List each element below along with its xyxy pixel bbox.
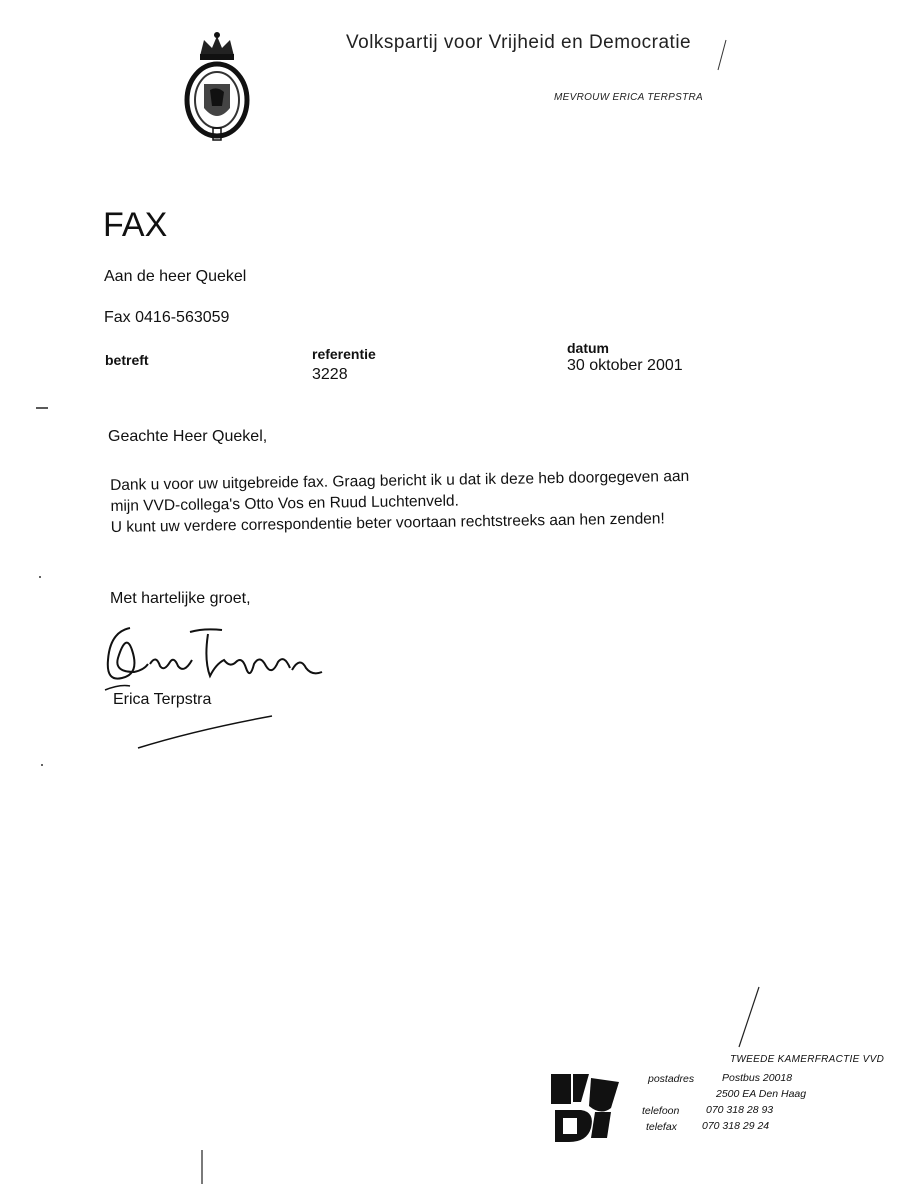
telefoon-value: 070 318 28 93 — [706, 1104, 774, 1116]
body-line: U kunt uw verdere correspondentie beter voortaan rechtstreeks aan hen zenden! — [110, 510, 665, 536]
telefax-label: telefax — [646, 1121, 677, 1133]
postadres-line2: 2500 EA Den Haag — [716, 1088, 807, 1100]
document-title: FAX — [103, 206, 168, 244]
sender-name: MEVROUW ERICA TERPSTRA — [554, 92, 704, 103]
body-line: Dank u voor uw uitgebreide fax. Graag bericht ik u dat ik deze heb doorgegeven aan — [110, 467, 690, 494]
telefoon-label: telefoon — [642, 1105, 680, 1117]
vvd-logo — [551, 1072, 621, 1144]
datum-value: 30 oktober 2001 — [567, 357, 683, 374]
betreft-label: betreft — [105, 352, 149, 368]
fax-number: Fax 0416-563059 — [104, 309, 230, 326]
scan-specks — [38, 575, 48, 775]
telefax-value: 070 318 29 24 — [702, 1120, 770, 1132]
fax-mark-line — [200, 1150, 206, 1190]
vvd-logo-text: VVD — [586, 1117, 589, 1118]
letter-body — [110, 466, 690, 538]
signature-underline — [136, 712, 286, 752]
postadres-line1: Postbus 20018 — [722, 1072, 793, 1084]
recipient-line: Aan de heer Quekel — [104, 268, 247, 285]
referentie-label: referentie — [312, 346, 376, 362]
salutation: Geachte Heer Quekel, — [108, 428, 268, 445]
royal-crest-icon — [182, 32, 252, 142]
body-line: mijn VVD-collega's Otto Vos en Ruud Luchtenveld. — [110, 492, 460, 515]
fax-mark-line — [712, 38, 732, 78]
signer-name: Erica Terpstra — [113, 691, 212, 708]
footer-organization: TWEEDE KAMERFRACTIE VVD — [730, 1054, 885, 1065]
closing: Met hartelijke groet, — [110, 590, 251, 607]
fold-mark — [36, 407, 56, 411]
party-name: Volkspartij voor Vrijheid en Democratie — [346, 32, 692, 53]
postadres-label: postadres — [648, 1073, 695, 1085]
datum-label: datum — [567, 340, 609, 356]
referentie-value: 3228 — [312, 366, 348, 383]
fax-mark-line — [735, 985, 765, 1055]
